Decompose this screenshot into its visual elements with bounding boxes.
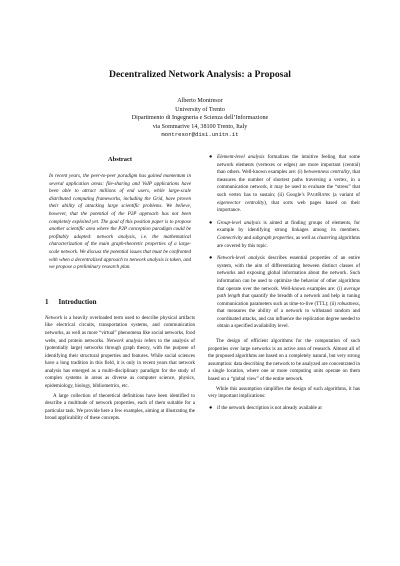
text-run: is aimed at finding groups of elements, for example by identifying strong linkages among its members. [217,219,360,234]
list-item-implication [208,405,360,413]
bullet-icon: ● [209,255,213,262]
intro-paragraph-1 [45,315,195,391]
implications-list [208,405,360,413]
author-department: Dipartimento di Ingegneria e Scienza dell’Informazione [131,115,269,122]
text-run: and [242,234,253,241]
term-subgraph: subgraph properties [252,234,294,241]
term-robustness: robustness [337,300,359,307]
text-run: that quantify the breadth of a network and help in tuning communication parameters such as time-to-live (TTL); (ii) [217,293,360,307]
term-clustering: clustering [316,234,338,241]
term-network-analysis: Network analysis [106,337,143,344]
intro-paragraph-2: A large collection of theoretical definitions have been identified to describe a multitude of network properties, each of them suitable for a particular task. We provide here a few examples, aiming at illustrating the broad applicability of these concepts. [45,392,195,422]
term-betweenness: betweenness centrality [303,169,350,176]
text-run: (a variant of [330,191,360,198]
abstract-text: In recent years, the peer-to-peer paradigm has gained momentum in several application areas: file-sharing and VoIP applications have been able to attract millions of end users, while large-scale distributed computing frameworks, including the Grid, have proven their ability of attacking large scientific problems. We believe, however, that the potential of the P2P approach has not been completely exploited yet. The goal of this position paper is to propose another scientific area where the P2P conception paradigm could be profitably adopted: network analysis, i.e. the mathematical characterization of the main graph-theoretic properties of a large-scale network. We discuss the potential issues that must be confronted with when a decentralized approach to network analysis is taken, and we propose a preliminary research plan. [49,173,191,271]
text-run: algorithms are covered by this topic. [217,234,361,249]
section-title: Introduction [58,297,97,306]
list-item-element-level [208,154,360,215]
term-average-path-length: average path length [217,285,360,300]
text-run: formalizes the intuitive feeling that some network elements (vertexes or edges) are more important (central) than others. Well-known examples are: (i) [217,154,361,176]
list-item-group-level [208,220,360,250]
term-element-level-analysis: Element-level analysis [217,154,265,160]
text-run: , as well as [293,234,317,241]
text-run: , that measures the ability of a network to withstand random and coordinated attacks, and can influence the replication degree needed to obtain a specified availability level. [217,300,360,330]
section-heading [45,298,195,306]
list-item-network-level [208,255,360,331]
author-email: montresor@disi.unitn.it [161,131,239,139]
bullet-icon: ● [209,404,213,411]
text-run: is a heavily overloaded term used to describe physical artifacts like electrical circuits, transportation systems, and communication networks, as well as more “virtual” phenomena like social networks, food webs, and protein networks. [45,314,195,344]
term-connectivity: Connectivity [217,234,243,241]
left-column [45,156,195,423]
term-eigenvector: eigenvector centrality [217,199,265,206]
analysis-list [208,154,360,331]
term-pagerank: PageRank [307,191,331,198]
author-affiliation: University of Trento [175,106,225,113]
text-run: if the network description is not already available at [217,404,322,411]
text-run: refers to the analysis of (potentially large) networks through graph theory, with the purpose of identifying their structural properties and features. While social sciences have a long tradition in this field, it is only in recent years that network analysis has emerged as a multi-disciplinary paradigm for the study of complex systems in areas as diverse as computer science, physics, epidemiology, biology, bibliometrics, etc. [45,337,195,390]
right-column [208,154,360,417]
text-run: ), that sorts web pages based on their importance. [217,199,361,214]
design-paragraph: The design of efficient algorithms for the computation of such properties over large networks is an active area of research. Almost all of the proposed algorithms are based on a completely natural, but very strong assumption: data describing the network to be analyzed are concentrated in a single location, where one or more computing units operate on them based on a “global view” of the entire network. [208,338,360,383]
bullet-icon: ● [209,154,213,160]
paper-title: Decentralized Network Analysis: a Proposal [108,69,292,80]
author-address: via Sommarive 14, 38100 Trento, Italy [152,123,248,130]
section-number: 1 [45,297,49,306]
text-run: describes essential properties of an entire system, with the aim of differentiating between distinct classes of networks and exposing global information about the network. Such information can be used to optimize the behavior of other algorithms that operate over the network. Well-known examples are: (i) [217,255,360,292]
term-network: Network [45,314,63,321]
assumption-paragraph: While this assumption simplifies the design of such algorithms, it has very important implications: [208,385,360,400]
author-name: Alberto Montresor [177,98,223,104]
abstract-heading: Abstract [107,156,133,163]
bullet-icon: ● [209,219,213,226]
text-run: , that measures the number of shortest paths traversing a vertex, in a communication network, it may be used to evaluate the “stress” that such vertex has to sustain; (ii) Google’s [217,169,360,198]
term-group-level-analysis: Group-level analysis [217,219,261,226]
author-block [0,97,400,140]
term-network-level-analysis: Network-level analysis [217,255,265,262]
